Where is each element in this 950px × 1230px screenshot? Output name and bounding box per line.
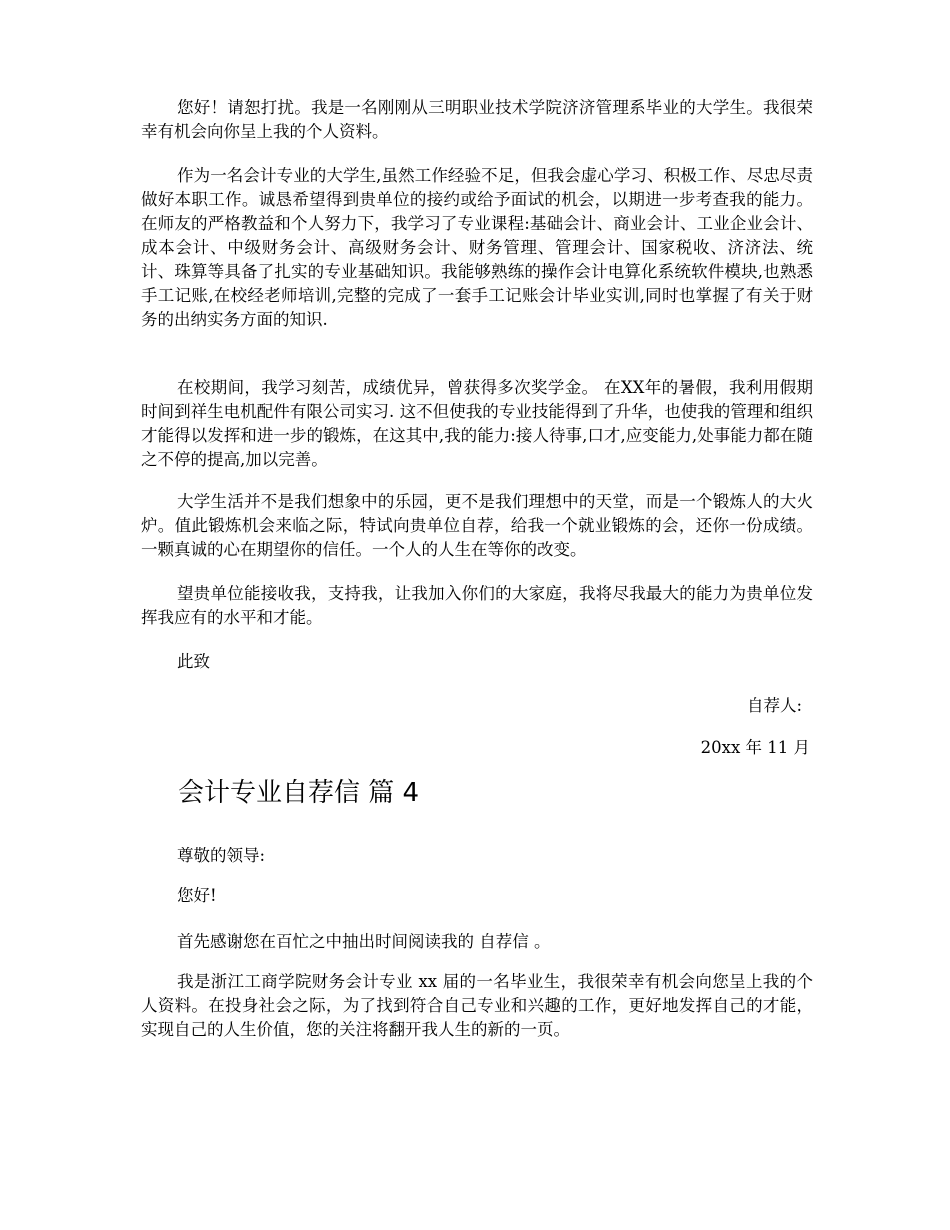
letter1-paragraph-skills: 作为一名会计专业的大学生,虽然工作经验不足，但我会虚心学习、积极工作、尽忠尽责做好本职工作。诚恳希望得到贵单位的接约或给予面试的机会，以期进一步考查我的能力。在师友的严格教益和个人努力下，我学习了专业课程:基础会计、商业会计、工业企业会计、成本会计、中级财务会计、高级财务会计、财务管理、管理会计、国家税收、济济法、统计、珠算等具备了扎实的专业基础知识。我能够熟练的操作会计电算化系统软件模块,也熟悉手工记账,在校经老师培训,完整的完成了一套手工记账会计毕业实训,同时也掌握了有关于财务的出纳实务方面的知识. <box>141 166 813 329</box>
section-title: 会计专业自荐信 篇 4 <box>178 778 420 808</box>
letter2-intro: 首先感谢您在百忙之中抽出时间阅读我的 自荐信 。 <box>177 932 551 951</box>
letter2-salutation: 尊敬的领导: <box>177 846 266 865</box>
letter2-greeting: 您好! <box>177 886 217 905</box>
letter1-paragraph-school: 在校期间，我学习刻苦，成绩优异，曾获得多次奖学金。 在XX年的暑假，我利用假期时间到祥生电机配件有限公司实习. 这不但使我的专业技能得到了升华，也使我的管理和组织才能得以发挥和进一步的锻炼，在这其中,我的能力:接人待事,口才,应变能力,处事能力都在随之不停的提高,加以完善。 <box>141 378 813 469</box>
letter1-paragraph-greeting: 您好！请恕打扰。我是一名刚刚从三明职业技术学院济济管理系毕业的大学生。我很荣幸有机会向你呈上我的个人资料。 <box>141 98 813 141</box>
letter1-signature: 自荐人: <box>746 696 802 715</box>
letter1-closing: 此致 <box>177 652 210 671</box>
letter1-paragraph-college-life: 大学生活并不是我们想象中的乐园，更不是我们理想中的天堂，而是一个锻炼人的大火炉。值此锻炼机会来临之际，特试向贵单位自荐，给我一个就业锻炼的会，还你一份成绩。一颗真诚的心在期望你的信任。一个人的人生在等你的改变。 <box>141 492 813 559</box>
letter2-paragraph: 我是浙江工商学院财务会计专业 xx 届的一名毕业生，我很荣幸有机会向您呈上我的个人资料。在投身社会之际，为了找到符合自己专业和兴趣的工作，更好地发挥自己的才能，实现自己的人生价值，您的关注将翻开我人生的新的一页。 <box>141 972 813 1039</box>
letter1-date: 20xx 年 11 月 <box>700 738 810 757</box>
letter1-paragraph-request: 望贵单位能接收我，支持我，让我加入你们的大家庭，我将尽我最大的能力为贵单位发挥我应有的水平和才能。 <box>141 584 813 627</box>
